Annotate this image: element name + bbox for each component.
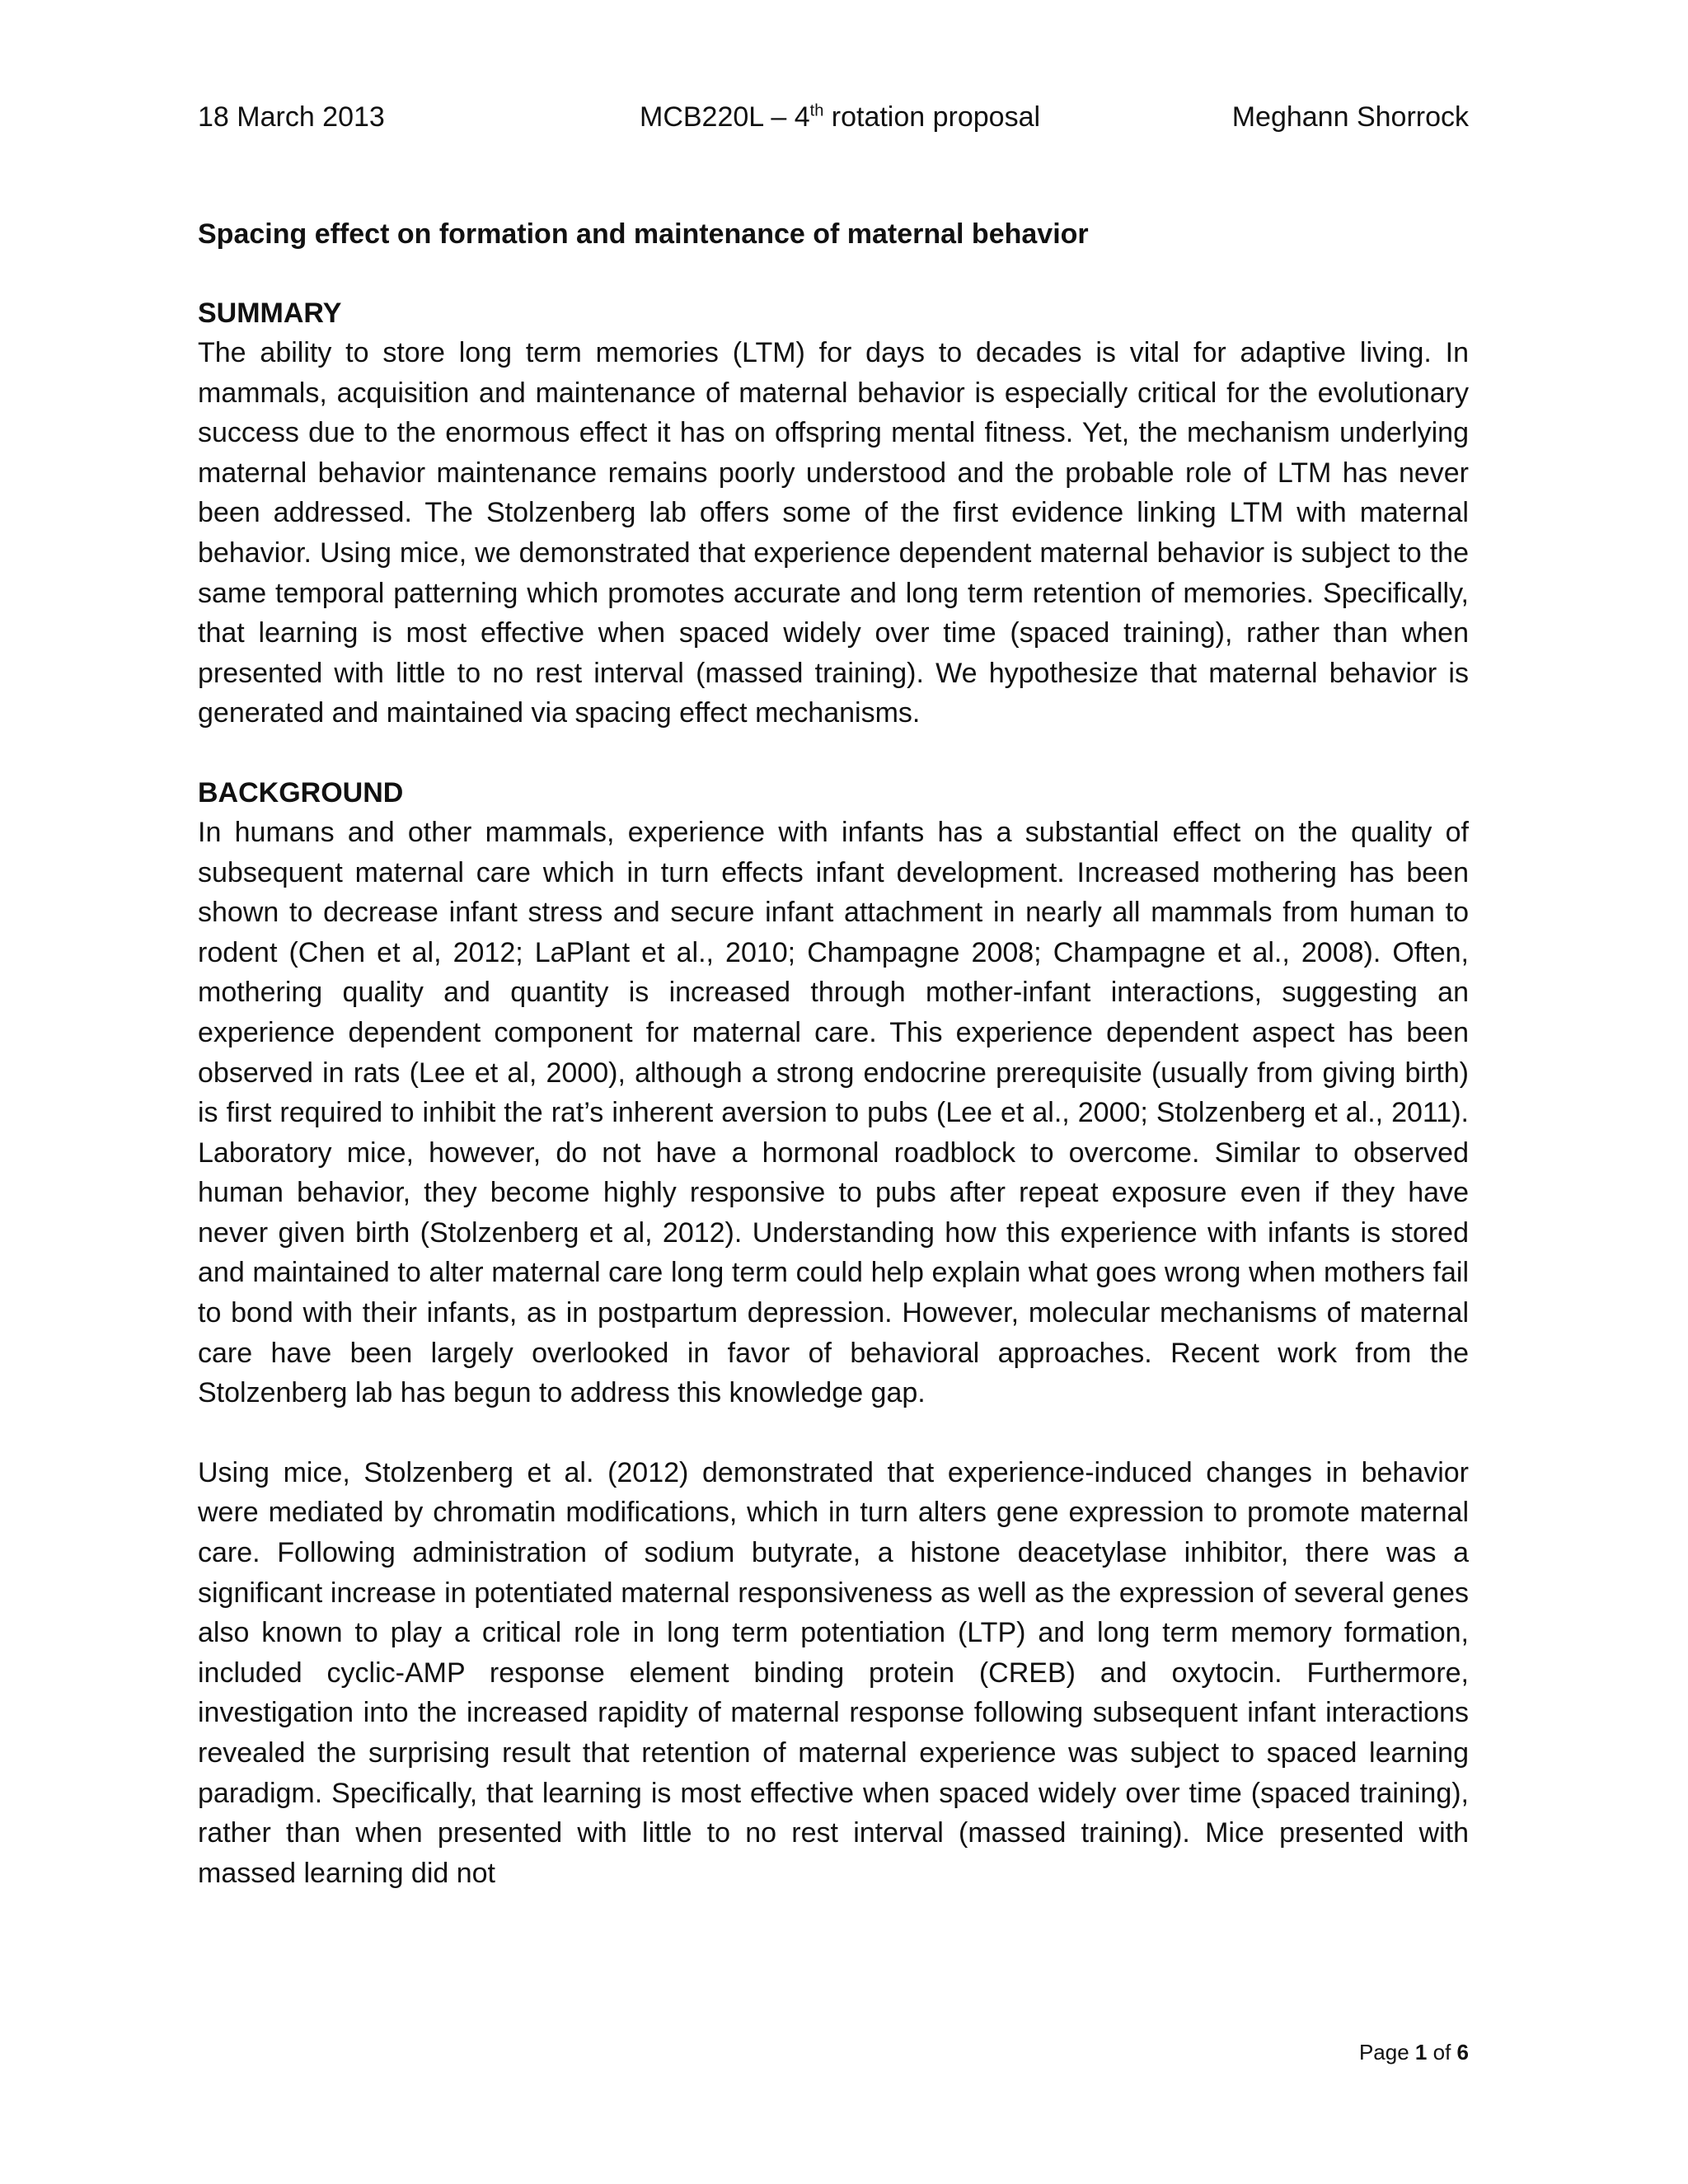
document-page [198,97,1469,1893]
background-heading: BACKGROUND [198,776,404,808]
header-author: Meghann Shorrock [1231,101,1469,133]
summary-paragraph: The ability to store long term memories (LTM) for days to decades is vital for adaptive living. In mammals, acquisition and maintenance of maternal behavior is especially critical for the evolutionary success due to the enormous effect it has on offspring mental fitness. Yet, the mechanism underlying maternal behavior maintenance remains poorly understood and the probable role of LTM has never been addressed. The Stolzenberg lab offers some of the first evidence linking LTM with maternal behavior. Using mice, we demonstrated that experience dependent maternal behavior is subject to the same temporal patterning which promotes accurate and long term retention of memories. Specifically, that learning is most effective when spaced widely over time (spaced training), rather than when presented with little to no rest interval (massed training). We hypothesize that maternal behavior is generated and maintained via spacing effect mechanisms. [198,337,1469,729]
summary-heading: SUMMARY [198,298,342,329]
header-course-suffix: rotation proposal [823,101,1041,133]
header-course-superscript: th [809,101,824,120]
header-course [640,97,1040,137]
header-course-prefix: MCB220L – 4 [640,101,810,133]
background-paragraph-2: Using mice, Stolzenberg et al. (2012) demonstrated that experience-induced changes in behavior were mediated by chromatin modifications, which in turn alters gene expression to promote maternal care. Following administration of sodium butyrate, a histone deacetylase inhibitor, there was a significant increase in potentiated maternal responsiveness as well as the expression of several genes also known to play a critical role in long term potentiation (LTP) and long term memory formation, included cyclic-AMP response element binding protein (CREB) and oxytocin. Furthermore, investigation into the increased rapidity of maternal response following subsequent infant interactions revealed the surprising result that retention of maternal experience was subject to spaced learning paradigm. Specifically, that learning is most effective when spaced widely over time (spaced training), rather than when presented with little to no rest interval (massed training). Mice presented with massed learning did not [198,1456,1469,1889]
document-title: Spacing effect on formation and maintenance of maternal behavior [198,218,1089,250]
page-header [198,97,1469,137]
footer-page-label: Page [1358,2040,1415,2064]
footer-of-label: of [1427,2040,1457,2064]
footer-current-page: 1 [1414,2040,1428,2064]
page-footer [1359,2037,1469,2067]
background-paragraph-1: In humans and other mammals, experience with infants has a substantial effect on the quality of subsequent maternal care which in turn effects infant development. Increased mothering has been shown to decrease infant stress and secure infant attachment in nearly all mammals from human to rodent (Chen et al, 2012; LaPlant et al., 2010; Champagne 2008; Champagne et al., 2008). Often, mothering quality and quantity is increased through mother-infant interactions, suggesting an experience dependent component for maternal care. This experience dependent aspect has been observed in rats (Lee et al, 2000), although a strong endocrine prerequisite (usually from giving birth) is first required to inhibit the rat’s inherent aversion to pubs (Lee et al., 2000; Stolzenberg et al., 2011). Laboratory mice, however, do not have a hormonal roadblock to overcome. Similar to observed human behavior, they become highly responsive to pubs after repeat exposure even if they have never given birth (Stolzenberg et al, 2012). Understanding how this experience with infants is stored and maintained to alter maternal care long term could help explain what goes wrong when mothers fail to bond with their infants, as in postpartum depression. However, molecular mechanisms of maternal care have been largely overlooked in favor of behavioral approaches. Recent work from the Stolzenberg lab has begun to address this knowledge gap. [198,816,1469,1409]
footer-total-pages: 6 [1456,2040,1469,2064]
header-date: 18 March 2013 [198,101,385,133]
